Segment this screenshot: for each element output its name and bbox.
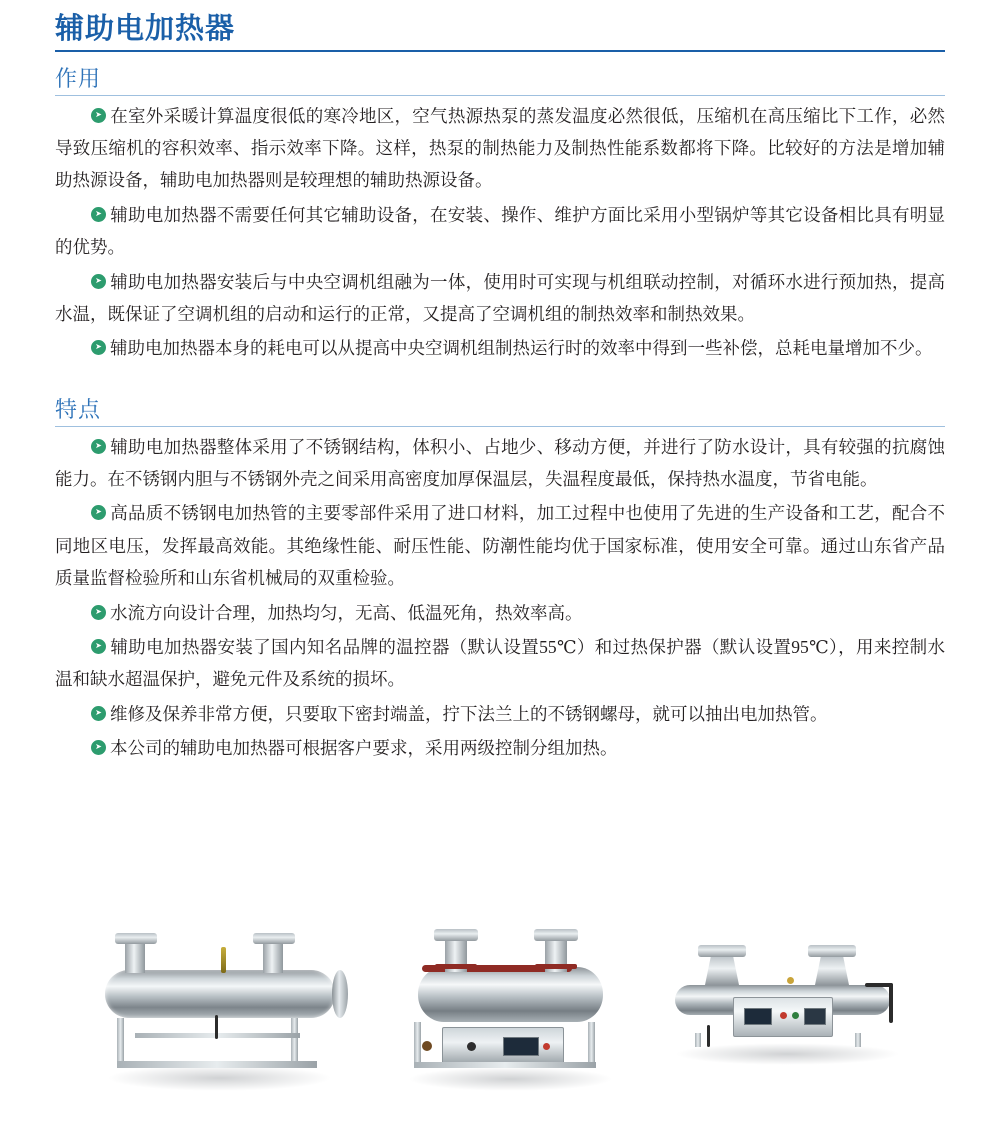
arrow-bullet-icon [91, 505, 106, 520]
paragraph [55, 332, 945, 364]
paragraph-text: 辅助电加热器安装了国内知名品牌的温控器（默认设置55℃）和过热保护器（默认设置95℃），用来控制水温和缺水超温保护，避免元件及系统的损坏。 [55, 636, 945, 690]
section-divider-features [55, 426, 945, 427]
arrow-bullet-icon [91, 439, 106, 454]
indicator-lamp [780, 1012, 787, 1019]
outlet-cone [815, 955, 849, 985]
display-screen [744, 1008, 772, 1025]
paragraph [55, 431, 945, 496]
tank-end-cap [332, 970, 348, 1018]
arrow-bullet-icon [91, 340, 106, 355]
power-wire [215, 1015, 218, 1039]
arrow-bullet-icon [91, 605, 106, 620]
paragraph-text: 辅助电加热器本身的耗电可以从提高中央空调机组制热运行时的效率中得到一些补偿，总耗电量增加不少。 [110, 338, 933, 359]
slim-stainless-heater-unit-photo [665, 915, 910, 1100]
control-panel[interactable] [733, 997, 833, 1037]
arrow-bullet-icon [91, 207, 106, 222]
indicator-lamp [543, 1043, 550, 1050]
inlet-gasket [435, 964, 477, 969]
paragraph-text: 高品质不锈钢电加热管的主要零部件采用了进口材料，加工过程中也使用了先进的生产设备和工艺，配合不同地区电压，发挥最高效能。其绝缘性能、耐压性能、防潮性能均优于国家标准，使用安全可靠。通过山东省产品质量监督检验所和山东省机械局的双重检验。 [55, 503, 945, 589]
display-screen [503, 1037, 539, 1056]
document-page [0, 10, 1000, 1123]
stainless-tank-with-control-box-photo [400, 915, 620, 1100]
section-features [55, 383, 945, 765]
paragraph [55, 631, 945, 696]
warning-label [787, 977, 794, 984]
product-photo-row [0, 915, 1000, 1115]
inlet-flange [115, 933, 157, 944]
inlet-flange [434, 929, 478, 941]
outlet-flange [808, 945, 856, 957]
paragraph-text: 水流方向设计合理，加热均匀，无高、低温死角，热效率高。 [110, 602, 583, 623]
title-block [55, 10, 945, 52]
outlet-gasket [535, 964, 577, 969]
arrow-bullet-icon [91, 740, 106, 755]
inlet-nozzle [125, 943, 145, 973]
paragraph-text: 辅助电加热器整体采用了不锈钢结构，体积小、占地少、移动方便，并进行了防水设计，具有较强的抗腐蚀能力。在不锈钢内胆与不锈钢外壳之间采用高密度加厚保温层，失温程度最低，保持热水温度，节省电能。 [55, 436, 945, 490]
meter-window [804, 1008, 826, 1025]
stand-rail [414, 1062, 596, 1068]
arrow-bullet-icon [91, 108, 106, 123]
switch-knob[interactable] [467, 1042, 476, 1051]
arrow-bullet-icon [91, 706, 106, 721]
section-spacer [0, 365, 1000, 383]
stand-leg [414, 1022, 421, 1067]
paragraph [55, 732, 945, 764]
valve-port [422, 1041, 432, 1051]
arrow-bullet-icon [91, 274, 106, 289]
photo-shadow [107, 1065, 332, 1091]
indicator-lamp [792, 1012, 799, 1019]
section-divider-function [55, 95, 945, 96]
control-box[interactable] [442, 1027, 564, 1065]
paragraph [55, 199, 945, 264]
paragraph [55, 597, 945, 629]
paragraph [55, 698, 945, 730]
outlet-flange [534, 929, 578, 941]
paragraph-text: 在室外采暖计算温度很低的寒冷地区，空气热源热泵的蒸发温度必然很低，压缩机在高压缩比下工作，必然导致压缩机的容积效率、指示效率下降。这样，热泵的制热能力及制热性能系数都将下降。比较好的方法是增加辅助热源设备，辅助电加热器则是较理想的辅助热源设备。 [55, 105, 945, 191]
stand-leg [588, 1022, 595, 1067]
section-function [55, 52, 945, 365]
paragraph-text: 维修及保养非常方便，只要取下密封端盖，拧下法兰上的不锈钢螺母，就可以抽出电加热管。 [110, 703, 828, 724]
inlet-cone [705, 955, 739, 985]
paragraph-text: 辅助电加热器不需要任何其它辅助设备，在安装、操作、维护方面比采用小型锅炉等其它设备相比具有明显的优势。 [55, 204, 945, 258]
paragraph [55, 266, 945, 331]
inlet-flange [698, 945, 746, 957]
stand-leg [291, 1018, 298, 1066]
stand-rail [117, 1061, 317, 1068]
sensor-probe [221, 947, 226, 973]
tank-body [105, 970, 335, 1018]
support-foot [695, 1033, 701, 1047]
power-cable [889, 983, 893, 1023]
tank-body [418, 967, 603, 1022]
section-heading-function: 作用 [55, 66, 102, 92]
section-heading-features: 特点 [55, 397, 102, 423]
stainless-tank-with-stand-photo [95, 915, 345, 1100]
paragraph [55, 497, 945, 594]
support-foot [855, 1033, 861, 1047]
outlet-flange [253, 933, 295, 944]
power-cable [707, 1025, 710, 1047]
page-title: 辅助电加热器 [55, 11, 236, 45]
paragraph [55, 100, 945, 197]
paragraph-text: 辅助电加热器安装后与中央空调机组融为一体，使用时可实现与机组联动控制，对循环水进行预加热，提高水温，既保证了空调机组的启动和运行的正常，又提高了空调机组的制热效率和制热效果。 [55, 271, 945, 324]
outlet-nozzle [263, 943, 283, 973]
arrow-bullet-icon [91, 639, 106, 654]
photo-shadow [408, 1067, 613, 1091]
stand-leg [117, 1018, 124, 1066]
paragraph-text: 本公司的辅助电加热器可根据客户要求，采用两级控制分组加热。 [110, 738, 618, 759]
